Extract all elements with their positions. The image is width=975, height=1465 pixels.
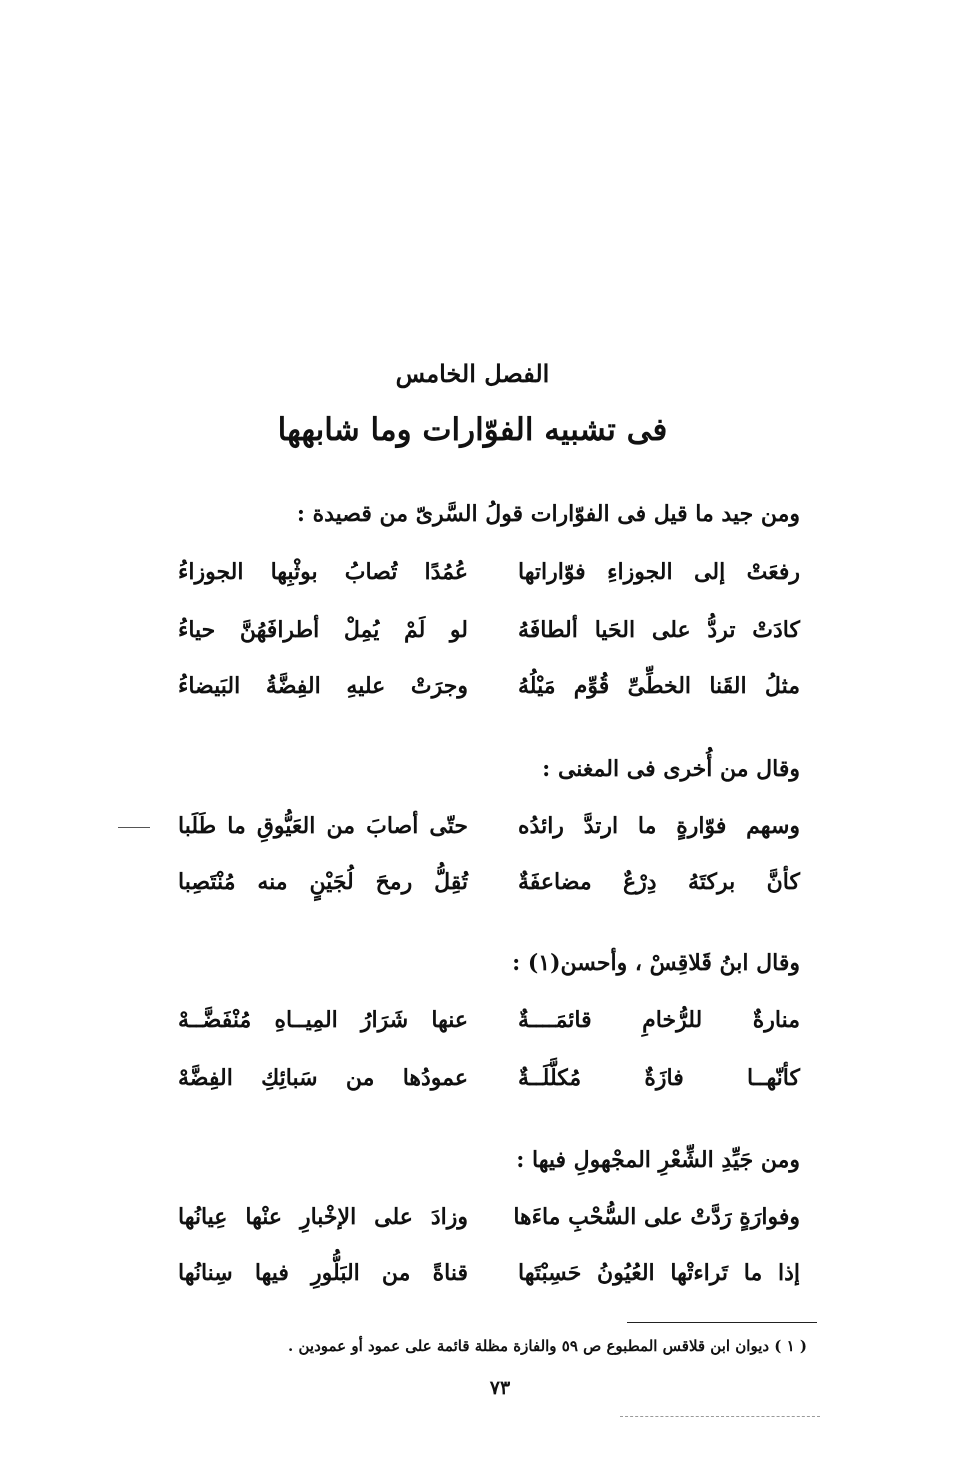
verse-first-hemistich: مثلُ القَنا الخطِّىِّ قُوِّم مَيْلُهُ (518, 673, 800, 699)
verse-second-hemistich: وجرَتْ عليهِ الفِضَّةُ البَيضاءُ (178, 673, 468, 699)
footnote: ( ١ ) ديوان ابن قلاقس المطبوع ص ٥٩ والفازة مظلة قائمة على عمود أو عمودين . (288, 1337, 807, 1355)
verse-first-hemistich: وفوارَةٍ رَدَّتْ على السُّحْبِ ماءَها (513, 1204, 800, 1230)
verse-second-hemistich: تُقِلُّ رمحَ لُجَيْنٍ منه مُنْتَصِبا (178, 869, 468, 895)
verse-first-hemistich: إذا ما تَراءتْها العُيُونُ حَسِبْتَها (518, 1260, 800, 1286)
intro-line-1: ومن جيد ما قيل فى الفوّارات قولُ السَّرىّ من قصيدة : (296, 501, 800, 527)
verse-first-hemistich: وسهم فوّارةٍ ما ارتدَّ رائدُه (518, 813, 800, 839)
verse-second-hemistich: عنها شَرَارُ المِيــاهِ مُنْفَضَّــهْ (178, 1007, 468, 1033)
verse-second-hemistich: حتّى أصابَ من العَيُّوقِ ما طَلَبا (178, 813, 468, 839)
poem-3-verse-1 (178, 1000, 800, 1040)
poem-2-verse-1 (178, 806, 800, 846)
verse-first-hemistich: كأنّهــا فازَةٌ مُكلَّلَــةٌ (518, 1065, 800, 1091)
poem-3-verse-2 (178, 1058, 800, 1098)
verse-second-hemistich: عُمُدًا تُصابُ بوثْبِها الجوزاءُ (178, 559, 468, 585)
poem-4-verse-2 (178, 1253, 800, 1293)
verse-first-hemistich: رفعَتْ إلى الجوزاءِ فوّاراتها (518, 559, 800, 585)
verse-second-hemistich: عمودُها من سَبائِكِ الفِضَّهْ (178, 1065, 468, 1091)
chapter-title: الفصل الخامس (395, 359, 550, 388)
verse-second-hemistich: قناةً من البَلُّورِ فيها سِنانُها (178, 1260, 468, 1286)
verse-second-hemistich: لو لَمْ يُمِلْ أطرافَهُنَّ حياءُ (178, 617, 468, 643)
section-title: فى تشبيه الفوّارات وما شابهها (277, 412, 668, 448)
bottom-scan-rule (620, 1416, 820, 1417)
footnote-divider (627, 1322, 817, 1323)
page-number: ٧٣ (489, 1377, 511, 1399)
margin-mark (118, 827, 150, 828)
intro-line-4: ومن جَيِّدِ الشِّعْرِ المجْهولِ فيها : (516, 1147, 800, 1173)
intro-line-3: وقال ابنُ قَلاقِسْ ، وأحسن(١) : (512, 950, 800, 976)
poem-1-verse-3 (178, 666, 800, 706)
verse-first-hemistich: منارةٌ للرُّخامِ قائمَــــةٌ (518, 1007, 800, 1033)
verse-first-hemistich: كادَتْ تردُّ على الحَيا ألطافَهُ (518, 617, 800, 643)
poem-1-verse-2 (178, 610, 800, 650)
verse-second-hemistich: وزادَ على الإخْبارِ عنْها عِيانُها (178, 1204, 468, 1230)
verse-first-hemistich: كأنَّ بركتَهُ دِرْعٌ مضاعفَةٌ (518, 869, 800, 895)
poem-4-verse-1 (178, 1197, 800, 1237)
poem-1-verse-1 (178, 552, 800, 592)
intro-line-2: وقال من أُخرى فى المغنى : (542, 756, 800, 782)
poem-2-verse-2 (178, 862, 800, 902)
